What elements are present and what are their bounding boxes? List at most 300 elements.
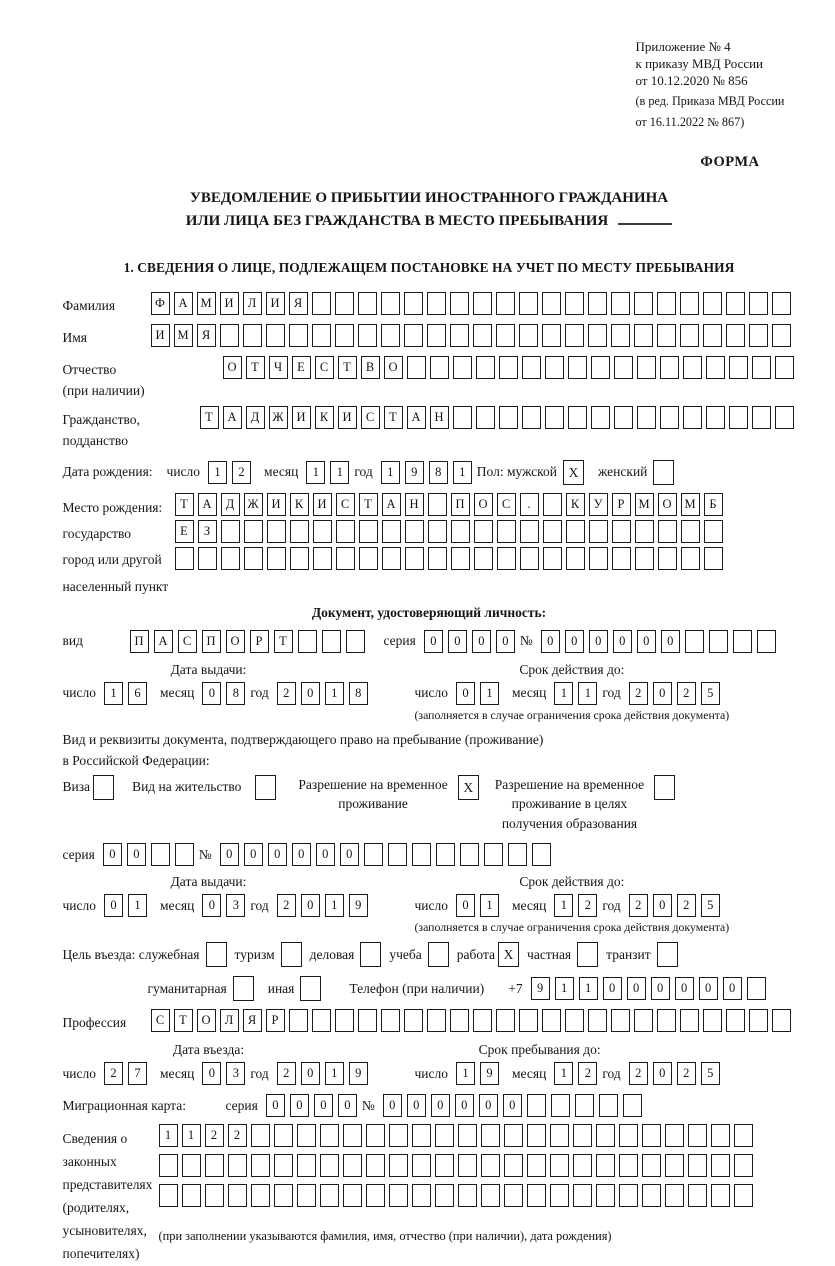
char-cell[interactable]	[599, 1094, 618, 1117]
char-cell[interactable]	[596, 1154, 615, 1177]
rabota-checkbox[interactable]: X	[498, 942, 519, 967]
char-cell[interactable]: 5	[701, 1062, 720, 1085]
char-cell[interactable]	[612, 547, 631, 570]
char-cell[interactable]: А	[223, 406, 242, 429]
temp-residence-checkbox[interactable]: X	[458, 775, 479, 800]
char-cell[interactable]: 0	[383, 1094, 402, 1117]
char-cell[interactable]: 0	[202, 682, 221, 705]
char-cell[interactable]: 2	[277, 894, 296, 917]
char-cell[interactable]	[688, 1124, 707, 1147]
char-cell[interactable]	[542, 292, 561, 315]
char-cell[interactable]	[221, 520, 240, 543]
char-cell[interactable]: Р	[612, 493, 631, 516]
char-cell[interactable]: О	[474, 493, 493, 516]
char-cell[interactable]	[711, 1154, 730, 1177]
char-cell[interactable]	[205, 1184, 224, 1207]
char-cell[interactable]	[680, 1009, 699, 1032]
char-cell[interactable]: И	[220, 292, 239, 315]
char-cell[interactable]: 2	[677, 682, 696, 705]
char-cell[interactable]	[481, 1124, 500, 1147]
char-cell[interactable]: 8	[226, 682, 245, 705]
char-cell[interactable]: В	[361, 356, 380, 379]
char-cell[interactable]: О	[223, 356, 242, 379]
female-checkbox[interactable]	[653, 460, 674, 485]
char-cell[interactable]: Д	[246, 406, 265, 429]
char-cell[interactable]	[496, 292, 515, 315]
char-cell[interactable]	[430, 356, 449, 379]
char-cell[interactable]: 0	[292, 843, 311, 866]
char-cell[interactable]	[706, 406, 725, 429]
char-cell[interactable]	[703, 292, 722, 315]
char-cell[interactable]	[568, 406, 587, 429]
char-cell[interactable]	[734, 1124, 753, 1147]
char-cell[interactable]: 2	[277, 1062, 296, 1085]
char-cell[interactable]	[703, 324, 722, 347]
char-cell[interactable]: Л	[220, 1009, 239, 1032]
char-cell[interactable]: И	[292, 406, 311, 429]
char-cell[interactable]: С	[497, 493, 516, 516]
char-cell[interactable]: 0	[424, 630, 443, 653]
char-cell[interactable]: 0	[589, 630, 608, 653]
char-cell[interactable]: 1	[208, 461, 227, 484]
char-cell[interactable]	[589, 547, 608, 570]
char-cell[interactable]: О	[197, 1009, 216, 1032]
char-cell[interactable]: Л	[243, 292, 262, 315]
char-cell[interactable]: А	[382, 493, 401, 516]
char-cell[interactable]	[680, 292, 699, 315]
char-cell[interactable]	[527, 1124, 546, 1147]
char-cell[interactable]	[775, 356, 794, 379]
char-cell[interactable]: 7	[128, 1062, 147, 1085]
char-cell[interactable]	[681, 520, 700, 543]
char-cell[interactable]	[637, 356, 656, 379]
char-cell[interactable]: 2	[205, 1124, 224, 1147]
char-cell[interactable]: 0	[103, 843, 122, 866]
char-cell[interactable]	[635, 520, 654, 543]
char-cell[interactable]	[660, 356, 679, 379]
char-cell[interactable]	[435, 1124, 454, 1147]
char-cell[interactable]	[711, 1184, 730, 1207]
char-cell[interactable]	[198, 547, 217, 570]
char-cell[interactable]	[634, 1009, 653, 1032]
char-cell[interactable]	[550, 1124, 569, 1147]
char-cell[interactable]	[658, 547, 677, 570]
char-cell[interactable]	[382, 547, 401, 570]
char-cell[interactable]: О	[384, 356, 403, 379]
char-cell[interactable]	[312, 1009, 331, 1032]
char-cell[interactable]: 2	[629, 894, 648, 917]
char-cell[interactable]: Т	[200, 406, 219, 429]
char-cell[interactable]	[435, 1154, 454, 1177]
char-cell[interactable]	[683, 406, 702, 429]
char-cell[interactable]	[336, 547, 355, 570]
char-cell[interactable]	[289, 1009, 308, 1032]
char-cell[interactable]: 6	[128, 682, 147, 705]
char-cell[interactable]: 1	[128, 894, 147, 917]
char-cell[interactable]: 1	[579, 977, 598, 1000]
char-cell[interactable]	[527, 1094, 546, 1117]
char-cell[interactable]	[573, 1184, 592, 1207]
char-cell[interactable]: 1	[104, 682, 123, 705]
char-cell[interactable]	[565, 324, 584, 347]
char-cell[interactable]	[623, 1094, 642, 1117]
char-cell[interactable]	[427, 324, 446, 347]
char-cell[interactable]	[267, 547, 286, 570]
char-cell[interactable]: 0	[613, 630, 632, 653]
char-cell[interactable]	[474, 547, 493, 570]
char-cell[interactable]	[320, 1184, 339, 1207]
char-cell[interactable]	[322, 630, 341, 653]
char-cell[interactable]: 2	[232, 461, 251, 484]
char-cell[interactable]	[320, 1154, 339, 1177]
char-cell[interactable]	[614, 406, 633, 429]
char-cell[interactable]	[588, 1009, 607, 1032]
gumanitarnaya-checkbox[interactable]	[233, 976, 254, 1001]
char-cell[interactable]	[726, 324, 745, 347]
char-cell[interactable]: 0	[268, 843, 287, 866]
char-cell[interactable]: Т	[359, 493, 378, 516]
char-cell[interactable]: 0	[496, 630, 515, 653]
char-cell[interactable]	[359, 547, 378, 570]
char-cell[interactable]	[612, 520, 631, 543]
char-cell[interactable]	[642, 1124, 661, 1147]
char-cell[interactable]	[772, 1009, 791, 1032]
char-cell[interactable]	[228, 1154, 247, 1177]
char-cell[interactable]	[450, 292, 469, 315]
char-cell[interactable]	[427, 1009, 446, 1032]
char-cell[interactable]: О	[226, 630, 245, 653]
char-cell[interactable]: К	[315, 406, 334, 429]
char-cell[interactable]	[251, 1154, 270, 1177]
char-cell[interactable]: 0	[455, 1094, 474, 1117]
char-cell[interactable]	[619, 1184, 638, 1207]
char-cell[interactable]	[473, 1009, 492, 1032]
turizm-checkbox[interactable]	[281, 942, 302, 967]
char-cell[interactable]	[476, 406, 495, 429]
char-cell[interactable]: 1	[554, 894, 573, 917]
char-cell[interactable]	[680, 324, 699, 347]
char-cell[interactable]: 0	[653, 682, 672, 705]
char-cell[interactable]: 2	[228, 1124, 247, 1147]
char-cell[interactable]	[566, 520, 585, 543]
char-cell[interactable]	[634, 292, 653, 315]
char-cell[interactable]: С	[361, 406, 380, 429]
char-cell[interactable]	[389, 1184, 408, 1207]
char-cell[interactable]: А	[154, 630, 173, 653]
char-cell[interactable]	[504, 1154, 523, 1177]
char-cell[interactable]	[757, 630, 776, 653]
char-cell[interactable]	[665, 1154, 684, 1177]
visa-checkbox[interactable]	[93, 775, 114, 800]
char-cell[interactable]	[343, 1184, 362, 1207]
char-cell[interactable]	[683, 356, 702, 379]
char-cell[interactable]	[404, 292, 423, 315]
char-cell[interactable]	[749, 324, 768, 347]
char-cell[interactable]: 0	[472, 630, 491, 653]
char-cell[interactable]	[460, 843, 479, 866]
char-cell[interactable]: 0	[627, 977, 646, 1000]
char-cell[interactable]: 0	[699, 977, 718, 1000]
char-cell[interactable]	[729, 356, 748, 379]
char-cell[interactable]	[772, 324, 791, 347]
char-cell[interactable]	[312, 292, 331, 315]
char-cell[interactable]: П	[202, 630, 221, 653]
char-cell[interactable]: 0	[448, 630, 467, 653]
char-cell[interactable]: П	[451, 493, 470, 516]
char-cell[interactable]	[660, 406, 679, 429]
char-cell[interactable]: 1	[456, 1062, 475, 1085]
char-cell[interactable]	[336, 520, 355, 543]
char-cell[interactable]	[520, 547, 539, 570]
char-cell[interactable]	[412, 1184, 431, 1207]
char-cell[interactable]	[251, 1184, 270, 1207]
char-cell[interactable]	[404, 324, 423, 347]
char-cell[interactable]	[450, 324, 469, 347]
char-cell[interactable]: И	[266, 292, 285, 315]
char-cell[interactable]	[704, 547, 723, 570]
char-cell[interactable]: И	[313, 493, 332, 516]
char-cell[interactable]: 0	[314, 1094, 333, 1117]
char-cell[interactable]	[182, 1184, 201, 1207]
char-cell[interactable]	[596, 1184, 615, 1207]
char-cell[interactable]	[704, 520, 723, 543]
char-cell[interactable]	[709, 630, 728, 653]
char-cell[interactable]	[611, 292, 630, 315]
char-cell[interactable]: 2	[677, 894, 696, 917]
char-cell[interactable]	[588, 292, 607, 315]
char-cell[interactable]: Ж	[269, 406, 288, 429]
char-cell[interactable]	[658, 520, 677, 543]
char-cell[interactable]: 0	[675, 977, 694, 1000]
title-blank-underline[interactable]	[618, 213, 672, 225]
chastnaya-checkbox[interactable]	[577, 942, 598, 967]
char-cell[interactable]	[481, 1154, 500, 1177]
char-cell[interactable]	[159, 1184, 178, 1207]
char-cell[interactable]: 5	[701, 894, 720, 917]
char-cell[interactable]	[614, 356, 633, 379]
char-cell[interactable]	[220, 324, 239, 347]
char-cell[interactable]	[346, 630, 365, 653]
char-cell[interactable]	[358, 324, 377, 347]
char-cell[interactable]: 9	[531, 977, 550, 1000]
char-cell[interactable]	[484, 843, 503, 866]
char-cell[interactable]: .	[520, 493, 539, 516]
char-cell[interactable]: С	[178, 630, 197, 653]
char-cell[interactable]	[752, 406, 771, 429]
char-cell[interactable]	[343, 1154, 362, 1177]
char-cell[interactable]	[733, 630, 752, 653]
char-cell[interactable]: З	[198, 520, 217, 543]
char-cell[interactable]	[381, 1009, 400, 1032]
char-cell[interactable]	[551, 1094, 570, 1117]
char-cell[interactable]	[496, 1009, 515, 1032]
char-cell[interactable]: 2	[104, 1062, 123, 1085]
char-cell[interactable]: Т	[384, 406, 403, 429]
char-cell[interactable]: 1	[555, 977, 574, 1000]
char-cell[interactable]	[335, 292, 354, 315]
char-cell[interactable]	[290, 547, 309, 570]
char-cell[interactable]: Н	[430, 406, 449, 429]
char-cell[interactable]: Б	[704, 493, 723, 516]
char-cell[interactable]	[496, 324, 515, 347]
char-cell[interactable]	[775, 406, 794, 429]
char-cell[interactable]	[726, 292, 745, 315]
char-cell[interactable]	[665, 1184, 684, 1207]
char-cell[interactable]: 0	[603, 977, 622, 1000]
char-cell[interactable]	[428, 547, 447, 570]
char-cell[interactable]	[522, 356, 541, 379]
char-cell[interactable]	[243, 324, 262, 347]
char-cell[interactable]	[175, 843, 194, 866]
char-cell[interactable]: 5	[701, 682, 720, 705]
char-cell[interactable]: 0	[266, 1094, 285, 1117]
char-cell[interactable]	[476, 356, 495, 379]
char-cell[interactable]: 1	[325, 1062, 344, 1085]
char-cell[interactable]	[665, 1124, 684, 1147]
char-cell[interactable]	[267, 520, 286, 543]
char-cell[interactable]	[499, 356, 518, 379]
char-cell[interactable]: 0	[661, 630, 680, 653]
temp-residence-edu-checkbox[interactable]	[654, 775, 675, 800]
char-cell[interactable]: Д	[221, 493, 240, 516]
char-cell[interactable]	[565, 1009, 584, 1032]
char-cell[interactable]: 0	[301, 894, 320, 917]
char-cell[interactable]: 0	[290, 1094, 309, 1117]
char-cell[interactable]	[389, 1124, 408, 1147]
char-cell[interactable]: 1	[554, 1062, 573, 1085]
char-cell[interactable]	[405, 547, 424, 570]
char-cell[interactable]: М	[635, 493, 654, 516]
char-cell[interactable]	[543, 547, 562, 570]
char-cell[interactable]	[453, 356, 472, 379]
char-cell[interactable]	[545, 406, 564, 429]
char-cell[interactable]: Т	[174, 1009, 193, 1032]
char-cell[interactable]: 0	[456, 682, 475, 705]
char-cell[interactable]	[244, 520, 263, 543]
char-cell[interactable]: 0	[202, 1062, 221, 1085]
char-cell[interactable]	[611, 324, 630, 347]
char-cell[interactable]: 0	[651, 977, 670, 1000]
char-cell[interactable]	[366, 1124, 385, 1147]
char-cell[interactable]: 0	[220, 843, 239, 866]
char-cell[interactable]: С	[151, 1009, 170, 1032]
char-cell[interactable]: 2	[578, 1062, 597, 1085]
char-cell[interactable]: 2	[629, 1062, 648, 1085]
char-cell[interactable]: М	[681, 493, 700, 516]
char-cell[interactable]	[543, 520, 562, 543]
ucheba-checkbox[interactable]	[428, 942, 449, 967]
char-cell[interactable]	[497, 547, 516, 570]
char-cell[interactable]: 1	[325, 682, 344, 705]
char-cell[interactable]	[619, 1124, 638, 1147]
char-cell[interactable]	[734, 1184, 753, 1207]
sluzhebnaya-checkbox[interactable]	[206, 942, 227, 967]
char-cell[interactable]: 1	[453, 461, 472, 484]
char-cell[interactable]	[427, 292, 446, 315]
char-cell[interactable]: 0	[301, 1062, 320, 1085]
char-cell[interactable]	[381, 292, 400, 315]
char-cell[interactable]	[591, 356, 610, 379]
char-cell[interactable]	[381, 324, 400, 347]
char-cell[interactable]	[412, 1154, 431, 1177]
char-cell[interactable]	[688, 1184, 707, 1207]
char-cell[interactable]	[504, 1124, 523, 1147]
char-cell[interactable]	[458, 1184, 477, 1207]
char-cell[interactable]: П	[130, 630, 149, 653]
char-cell[interactable]: 0	[316, 843, 335, 866]
char-cell[interactable]	[527, 1154, 546, 1177]
char-cell[interactable]	[297, 1184, 316, 1207]
char-cell[interactable]	[703, 1009, 722, 1032]
char-cell[interactable]: 9	[480, 1062, 499, 1085]
char-cell[interactable]	[428, 493, 447, 516]
char-cell[interactable]	[474, 520, 493, 543]
char-cell[interactable]: Я	[243, 1009, 262, 1032]
char-cell[interactable]: К	[566, 493, 585, 516]
char-cell[interactable]	[527, 1184, 546, 1207]
char-cell[interactable]: 2	[277, 682, 296, 705]
char-cell[interactable]	[532, 843, 551, 866]
char-cell[interactable]	[297, 1154, 316, 1177]
char-cell[interactable]	[749, 292, 768, 315]
char-cell[interactable]: 2	[629, 682, 648, 705]
char-cell[interactable]: 1	[182, 1124, 201, 1147]
char-cell[interactable]	[412, 843, 431, 866]
char-cell[interactable]: А	[174, 292, 193, 315]
char-cell[interactable]	[550, 1184, 569, 1207]
char-cell[interactable]: И	[267, 493, 286, 516]
char-cell[interactable]	[274, 1184, 293, 1207]
char-cell[interactable]: И	[151, 324, 170, 347]
char-cell[interactable]	[635, 547, 654, 570]
char-cell[interactable]	[251, 1124, 270, 1147]
char-cell[interactable]: 0	[503, 1094, 522, 1117]
char-cell[interactable]: С	[336, 493, 355, 516]
char-cell[interactable]: 9	[405, 461, 424, 484]
char-cell[interactable]	[657, 292, 676, 315]
char-cell[interactable]: 0	[301, 682, 320, 705]
char-cell[interactable]: 2	[578, 894, 597, 917]
char-cell[interactable]	[182, 1154, 201, 1177]
char-cell[interactable]: Я	[197, 324, 216, 347]
char-cell[interactable]	[749, 1009, 768, 1032]
char-cell[interactable]	[289, 324, 308, 347]
char-cell[interactable]	[458, 1154, 477, 1177]
char-cell[interactable]	[221, 547, 240, 570]
char-cell[interactable]: Ж	[244, 493, 263, 516]
char-cell[interactable]	[274, 1124, 293, 1147]
char-cell[interactable]	[657, 324, 676, 347]
char-cell[interactable]	[473, 324, 492, 347]
char-cell[interactable]	[565, 292, 584, 315]
char-cell[interactable]: 0	[244, 843, 263, 866]
char-cell[interactable]	[266, 324, 285, 347]
char-cell[interactable]: 0	[340, 843, 359, 866]
char-cell[interactable]	[481, 1184, 500, 1207]
char-cell[interactable]: 1	[306, 461, 325, 484]
char-cell[interactable]	[726, 1009, 745, 1032]
char-cell[interactable]: 2	[677, 1062, 696, 1085]
char-cell[interactable]: 0	[456, 894, 475, 917]
char-cell[interactable]	[428, 520, 447, 543]
char-cell[interactable]: 8	[349, 682, 368, 705]
char-cell[interactable]: О	[658, 493, 677, 516]
char-cell[interactable]: 1	[480, 682, 499, 705]
char-cell[interactable]: 0	[565, 630, 584, 653]
char-cell[interactable]	[543, 493, 562, 516]
char-cell[interactable]	[407, 356, 426, 379]
char-cell[interactable]	[508, 843, 527, 866]
